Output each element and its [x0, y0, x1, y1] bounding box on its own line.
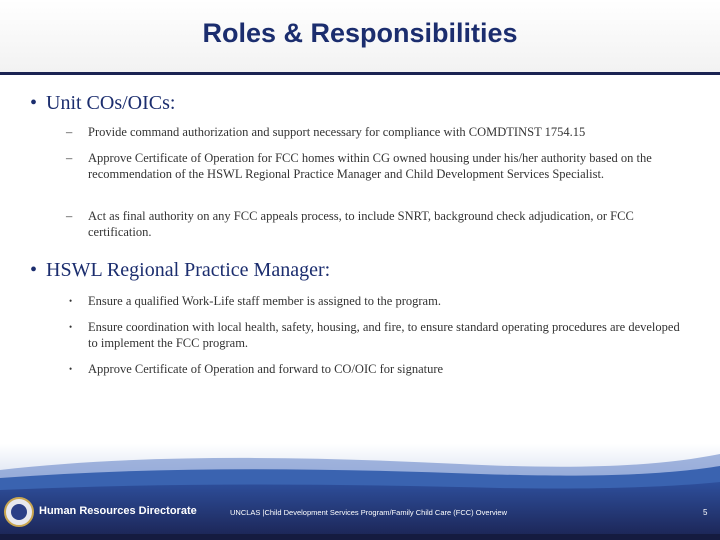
page-number: 5: [703, 508, 708, 517]
list-item: [70, 293, 682, 309]
list-item: [66, 124, 682, 140]
list-item: [66, 150, 682, 182]
org-name: Human Resources Directorate: [39, 505, 197, 517]
seal-icon: [4, 497, 34, 527]
dash-marker: –: [66, 151, 73, 165]
list-item-text: Provide command authorization and support necessary for compliance with COMDTINST 1754.15: [88, 125, 586, 139]
section-heading-unit-cos: [30, 92, 175, 115]
bullet-marker: •: [69, 296, 73, 306]
bullet-marker: •: [69, 364, 73, 374]
list-item: [70, 361, 682, 377]
section-bullet: •: [30, 259, 38, 281]
dash-marker: –: [66, 209, 73, 223]
bullet-marker: •: [69, 322, 73, 332]
section-heading-hswl: [30, 259, 330, 282]
list-item-text: Approve Certificate of Operation for FCC homes within CG owned housing under his/her authority based on the recommendation of the HSWL Regional Practice Manager and Child Development Services Specialist.: [88, 151, 652, 181]
list-item-text: Approve Certificate of Operation and forward to CO/OIC for signature: [88, 362, 444, 376]
footer-caption: UNCLAS |Child Development Services Program/Family Child Care (FCC) Overview: [230, 508, 508, 517]
title-bar: [0, 0, 720, 72]
section-bullet: •: [30, 92, 38, 114]
list-item-text: Ensure coordination with local health, safety, housing, and fire, to ensure standard operating procedures are developed to implement the FCC program.: [88, 320, 680, 350]
slide-title: Roles & Responsibilities: [202, 18, 518, 48]
section-heading-text: HSWL Regional Practice Manager:: [46, 259, 331, 281]
footer: [0, 444, 720, 540]
list-item-text: Ensure a qualified Work-Life staff member is assigned to the program.: [88, 294, 441, 308]
dash-marker: –: [66, 125, 73, 139]
section-heading-text: Unit COs/OICs:: [46, 92, 176, 114]
list-item-text: Act as final authority on any FCC appeals process, to include SNRT, background check adjudication, or FCC certification.: [88, 209, 634, 239]
list-item: [66, 208, 682, 240]
list-item: [70, 319, 682, 351]
footer-background: [0, 444, 720, 540]
title-divider: [0, 72, 720, 75]
